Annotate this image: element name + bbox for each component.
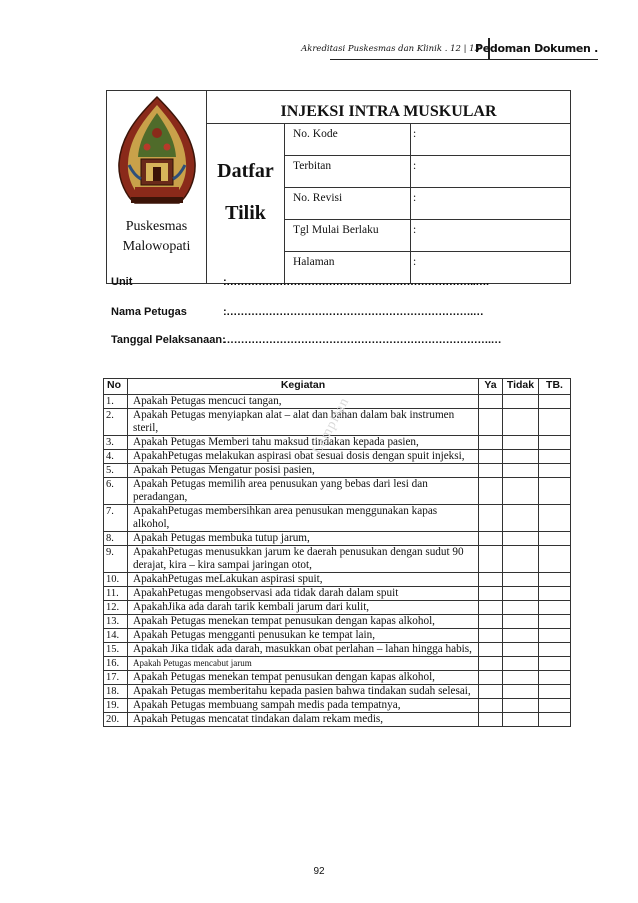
table-row bbox=[104, 643, 571, 657]
row-number: 18. bbox=[104, 685, 128, 699]
row-number: 6. bbox=[104, 478, 128, 505]
unit-label: Unit bbox=[111, 276, 133, 288]
row-activity: ApakahPetugas mengobservasi ada tidak darah dalam spuit bbox=[128, 587, 479, 601]
field-label-revisi: No. Revisi bbox=[285, 188, 411, 220]
row-activity: ApakahJika ada darah tarik kembali jarum dari kulit, bbox=[128, 601, 479, 615]
wayang-emblem-icon bbox=[111, 93, 203, 211]
checkbox-cell-tb[interactable] bbox=[539, 615, 571, 629]
checkbox-cell-ya[interactable] bbox=[479, 409, 503, 436]
checkbox-cell-tb[interactable] bbox=[539, 643, 571, 657]
row-number: 4. bbox=[104, 450, 128, 464]
checkbox-cell-tb[interactable] bbox=[539, 478, 571, 505]
checkbox-cell-tidak[interactable] bbox=[503, 587, 539, 601]
checkbox-cell-tidak[interactable] bbox=[503, 395, 539, 409]
field-value-revisi: : bbox=[411, 188, 571, 220]
checkbox-cell-tb[interactable] bbox=[539, 587, 571, 601]
checkbox-cell-ya[interactable] bbox=[479, 629, 503, 643]
checkbox-cell-tidak[interactable] bbox=[503, 464, 539, 478]
row-activity: Apakah Petugas mencabut jarum bbox=[128, 657, 479, 671]
field-value-tgl-berlaku: : bbox=[411, 220, 571, 252]
checkbox-cell-ya[interactable] bbox=[479, 587, 503, 601]
checkbox-cell-tb[interactable] bbox=[539, 409, 571, 436]
document-type bbox=[207, 124, 285, 284]
checkbox-cell-ya[interactable] bbox=[479, 436, 503, 450]
checkbox-cell-tidak[interactable] bbox=[503, 478, 539, 505]
checkbox-cell-tb[interactable] bbox=[539, 601, 571, 615]
document-header-box bbox=[106, 90, 571, 284]
row-activity: Apakah Petugas menekan tempat penusukan dengan kapas alkohol, bbox=[128, 615, 479, 629]
checkbox-cell-tidak[interactable] bbox=[503, 657, 539, 671]
checkbox-cell-ya[interactable] bbox=[479, 532, 503, 546]
checkbox-cell-tidak[interactable] bbox=[503, 573, 539, 587]
header-kegiatan: Kegiatan bbox=[128, 379, 479, 395]
row-number: 5. bbox=[104, 464, 128, 478]
checkbox-cell-ya[interactable] bbox=[479, 657, 503, 671]
row-activity: ApakahPetugas melakukan aspirasi obat sesuai dosis dengan spuit injeksi, bbox=[128, 450, 479, 464]
row-number: 17. bbox=[104, 671, 128, 685]
row-number: 13. bbox=[104, 615, 128, 629]
tanggal-field[interactable]: ………………………………………………………………….… bbox=[223, 334, 502, 346]
header-no: No bbox=[104, 379, 128, 395]
org-name-line-1: Puskesmas bbox=[125, 219, 188, 234]
row-number: 16. bbox=[104, 657, 128, 671]
petugas-label: Nama Petugas bbox=[111, 306, 187, 318]
checkbox-cell-tidak[interactable] bbox=[503, 601, 539, 615]
field-label-tgl-berlaku: Tgl Mulai Berlaku bbox=[285, 220, 411, 252]
tanggal-label: Tanggal Pelaksanaan: bbox=[111, 334, 226, 346]
checkbox-cell-tidak[interactable] bbox=[503, 546, 539, 573]
row-number: 10. bbox=[104, 573, 128, 587]
table-row bbox=[104, 685, 571, 699]
checkbox-cell-ya[interactable] bbox=[479, 713, 503, 727]
checkbox-cell-tidak[interactable] bbox=[503, 671, 539, 685]
row-activity: Apakah Petugas memberitahu kepada pasien bahwa tindakan sudah selesai, bbox=[128, 685, 479, 699]
header-tidak: Tidak bbox=[503, 379, 539, 395]
table-row bbox=[104, 587, 571, 601]
checkbox-cell-tb[interactable] bbox=[539, 713, 571, 727]
table-row bbox=[104, 436, 571, 450]
table-row bbox=[104, 713, 571, 727]
watermark: Lampiran bbox=[310, 394, 353, 458]
row-activity: Apakah Jika tidak ada darah, masukkan obat perlahan – lahan hingga habis, bbox=[128, 643, 479, 657]
row-number: 7. bbox=[104, 505, 128, 532]
header-rule bbox=[330, 59, 598, 60]
document-title: INJEKSI INTRA MUSKULAR bbox=[207, 91, 571, 124]
checkbox-cell-tidak[interactable] bbox=[503, 450, 539, 464]
row-activity: Apakah Petugas memilih area penusukan yang bebas dari lesi dan peradangan, bbox=[128, 478, 479, 505]
unit-line bbox=[111, 276, 489, 288]
checkbox-cell-ya[interactable] bbox=[479, 464, 503, 478]
running-header bbox=[301, 38, 598, 60]
table-row bbox=[104, 464, 571, 478]
table-row bbox=[104, 450, 571, 464]
row-number: 2. bbox=[104, 409, 128, 436]
organization-name bbox=[107, 217, 206, 257]
checkbox-cell-tb[interactable] bbox=[539, 505, 571, 532]
checkbox-cell-tidak[interactable] bbox=[503, 505, 539, 532]
checkbox-cell-ya[interactable] bbox=[479, 643, 503, 657]
checkbox-cell-ya[interactable] bbox=[479, 671, 503, 685]
checkbox-cell-ya[interactable] bbox=[479, 450, 503, 464]
table-row bbox=[104, 546, 571, 573]
checkbox-cell-tidak[interactable] bbox=[503, 685, 539, 699]
row-number: 15. bbox=[104, 643, 128, 657]
row-activity: ApakahPetugas menusukkan jarum ke daerah penusukan dengan sudut 90 derajat, kira – kira sampai jaringan otot, bbox=[128, 546, 479, 573]
checkbox-cell-ya[interactable] bbox=[479, 699, 503, 713]
checkbox-cell-tb[interactable] bbox=[539, 546, 571, 573]
table-row bbox=[104, 699, 571, 713]
row-activity: ApakahPetugas membersihkan area penusukan menggunakan kapas alkohol, bbox=[128, 505, 479, 532]
checkbox-cell-ya[interactable] bbox=[479, 395, 503, 409]
checkbox-cell-tb[interactable] bbox=[539, 450, 571, 464]
checkbox-cell-ya[interactable] bbox=[479, 505, 503, 532]
org-name-line-2: Malowopati bbox=[122, 239, 191, 254]
field-label-kode: No. Kode bbox=[285, 124, 411, 156]
table-row bbox=[104, 573, 571, 587]
row-activity: Apakah Petugas Memberi tahu maksud tindakan kepada pasien, bbox=[128, 436, 479, 450]
table-row bbox=[104, 601, 571, 615]
unit-field[interactable]: :……………………………………………………………..…. bbox=[223, 276, 489, 288]
checkbox-cell-tb[interactable] bbox=[539, 685, 571, 699]
row-number: 20. bbox=[104, 713, 128, 727]
checkbox-cell-tb[interactable] bbox=[539, 657, 571, 671]
field-label-terbitan: Terbitan bbox=[285, 156, 411, 188]
row-number: 9. bbox=[104, 546, 128, 573]
checkbox-cell-tb[interactable] bbox=[539, 573, 571, 587]
row-number: 11. bbox=[104, 587, 128, 601]
checkbox-cell-tidak[interactable] bbox=[503, 629, 539, 643]
row-activity: Apakah Petugas mencatat tindakan dalam rekam medis, bbox=[128, 713, 479, 727]
checkbox-cell-tb[interactable] bbox=[539, 699, 571, 713]
row-activity: Apakah Petugas mencuci tangan, bbox=[128, 395, 479, 409]
header-tb: TB. bbox=[539, 379, 571, 395]
header-right-text: Pedoman Dokumen . bbox=[475, 42, 598, 55]
checkbox-cell-tb[interactable] bbox=[539, 464, 571, 478]
petugas-line bbox=[111, 306, 484, 318]
table-header-row bbox=[104, 379, 571, 395]
petugas-field[interactable]: :…………………………………………………………….… bbox=[223, 306, 484, 318]
row-number: 1. bbox=[104, 395, 128, 409]
checkbox-cell-ya[interactable] bbox=[479, 478, 503, 505]
checkbox-cell-tidak[interactable] bbox=[503, 532, 539, 546]
field-label-halaman: Halaman bbox=[285, 252, 411, 284]
row-activity: Apakah Petugas Mengatur posisi pasien, bbox=[128, 464, 479, 478]
field-value-terbitan: : bbox=[411, 156, 571, 188]
checkbox-cell-tb[interactable] bbox=[539, 629, 571, 643]
checkbox-cell-ya[interactable] bbox=[479, 573, 503, 587]
header-ya: Ya bbox=[479, 379, 503, 395]
table-row bbox=[104, 615, 571, 629]
checkbox-cell-tidak[interactable] bbox=[503, 615, 539, 629]
table-row bbox=[104, 657, 571, 671]
row-activity: Apakah Petugas menyiapkan alat – alat dan bahan dalam bak instrumen steril, bbox=[128, 409, 479, 436]
checkbox-cell-tb[interactable] bbox=[539, 532, 571, 546]
checkbox-cell-ya[interactable] bbox=[479, 601, 503, 615]
row-activity: Apakah Petugas membuka tutup jarum, bbox=[128, 532, 479, 546]
table-row bbox=[104, 671, 571, 685]
checkbox-cell-tidak[interactable] bbox=[503, 699, 539, 713]
row-activity: Apakah Petugas mengganti penusukan ke tempat lain, bbox=[128, 629, 479, 643]
checkbox-cell-tidak[interactable] bbox=[503, 436, 539, 450]
checkbox-cell-tb[interactable] bbox=[539, 436, 571, 450]
row-number: 12. bbox=[104, 601, 128, 615]
row-number: 14. bbox=[104, 629, 128, 643]
checkbox-cell-tb[interactable] bbox=[539, 671, 571, 685]
document-type-line-1: Datfar bbox=[217, 160, 274, 182]
checkbox-cell-ya[interactable] bbox=[479, 685, 503, 699]
checkbox-cell-tidak[interactable] bbox=[503, 643, 539, 657]
checkbox-cell-tidak[interactable] bbox=[503, 409, 539, 436]
table-row bbox=[104, 629, 571, 643]
row-activity: ApakahPetugas meLakukan aspirasi spuit, bbox=[128, 573, 479, 587]
row-number: 19. bbox=[104, 699, 128, 713]
row-number: 8. bbox=[104, 532, 128, 546]
row-activity: Apakah Petugas membuang sampah medis pada tempatnya, bbox=[128, 699, 479, 713]
field-value-halaman: : bbox=[411, 252, 571, 284]
document-type-line-2: Tilik bbox=[225, 202, 266, 224]
row-activity: Apakah Petugas menekan tempat penusukan dengan kapas alkohol, bbox=[128, 671, 479, 685]
table-row bbox=[104, 478, 571, 505]
checkbox-cell-tb[interactable] bbox=[539, 395, 571, 409]
logo-cell bbox=[107, 91, 207, 284]
checkbox-cell-ya[interactable] bbox=[479, 546, 503, 573]
header-left-text: Akreditasi Puskesmas dan Klinik . 12 | 13 bbox=[301, 44, 480, 54]
tanggal-line bbox=[111, 334, 502, 346]
page-number: 92 bbox=[313, 866, 325, 877]
table-row bbox=[104, 505, 571, 532]
checkbox-cell-ya[interactable] bbox=[479, 615, 503, 629]
row-number: 3. bbox=[104, 436, 128, 450]
field-value-kode: : bbox=[411, 124, 571, 156]
checkbox-cell-tidak[interactable] bbox=[503, 713, 539, 727]
table-row bbox=[104, 532, 571, 546]
